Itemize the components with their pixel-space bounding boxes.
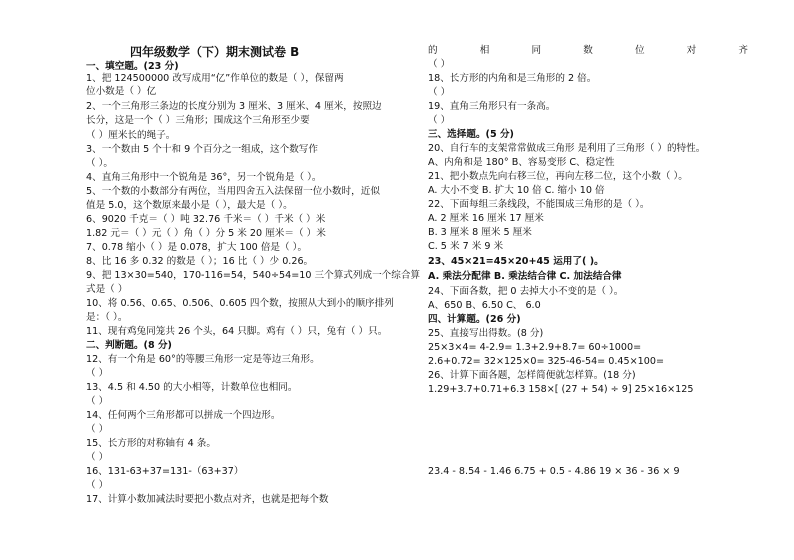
left-line: 一、填空题。(23 分) — [86, 61, 179, 72]
right-line: A. 大小不变 B. 扩大 10 倍 C. 缩小 10 倍 — [428, 185, 605, 196]
right-line: A. 2 厘米 16 厘米 17 厘米 — [428, 213, 544, 224]
left-line: 6、9020 千克＝（ ）吨 32.76 千米＝（ ）千米（ ）米 — [86, 214, 326, 225]
left-line: 12、有一个角是 60°的等腰三角形一定是等边三角形。 — [86, 354, 320, 365]
left-line: 16、131-63+37=131-（63+37） — [86, 466, 244, 477]
right-line: B. 3 厘米 8 厘米 5 厘米 — [428, 227, 532, 238]
right-line: 23.4 - 8.54 - 1.46 6.75 + 0.5 - 4.86 19 × 36 - 36 × 9 — [428, 466, 680, 477]
right-line: 1.29+3.7+0.71+6.3 158×[ (27 + 54) ÷ 9] 25×16×125 — [428, 384, 694, 395]
spread-char: 同 — [531, 45, 542, 56]
right-line: 23、45×21=45×20+45 运用了( )。 — [428, 256, 604, 267]
right-line: 20、自行车的支架常常做成三角形 是利用了三角形（ ）的特性。 — [428, 143, 706, 154]
left-line: 11、现有鸡兔同笼共 26 个头，64 只脚。鸡有（ ）只，兔有（ ）只。 — [86, 326, 388, 337]
spread-char: 对 — [686, 45, 697, 56]
left-line: 位小数是（ ）亿 — [86, 86, 157, 97]
left-line: 7、0.78 缩小（ ）是 0.078，扩大 100 倍是（ ）。 — [86, 242, 308, 253]
right-line: 24、下面各数，把 0 去掉大小不变的是（ ）。 — [428, 286, 624, 297]
left-line: （ ） — [86, 424, 109, 435]
left-line: 17、计算小数加减法时要把小数点对齐，也就是把每个数 — [86, 494, 329, 505]
right-line: 25、直接写出得数。(8 分) — [428, 328, 544, 339]
right-line: （ ） — [428, 87, 451, 98]
page-title: 四年级数学（下）期末测试卷 B — [130, 45, 300, 59]
left-line: 13、4.5 和 4.50 的大小相等，计数单位也相同。 — [86, 382, 298, 393]
right-line: A、内角和是 180° B、容易变形 C、稳定性 — [428, 157, 615, 168]
spread-char: 齐 — [738, 45, 748, 56]
left-line: 长分，这是一个（ ）三角形；围成这个三角形至少要 — [86, 115, 310, 126]
right-line: 2.6+0.72= 32×125×0= 325-46-54= 0.45×100= — [428, 356, 665, 367]
right-line: （ ） — [428, 59, 451, 70]
left-line: 14、任何两个三角形都可以拼成一个四边形。 — [86, 410, 281, 421]
left-line: 3、一个数由 5 个十和 9 个百分之一组成，这个数写作 — [86, 144, 318, 155]
right-line: 22、下面每组三条线段，不能围成三角形的是（ ）。 — [428, 199, 650, 210]
right-line: A、650 B、6.50 C、 6.0 — [428, 300, 541, 311]
right-line: 26、计算下面各题，怎样简便就怎样算。(18 分) — [428, 370, 636, 381]
left-line: 10、将 0.56、0.65、0.506、0.605 四个数，按照从大到小的顺序排列 — [86, 298, 394, 309]
spread-char: 数 — [583, 45, 593, 56]
spread-char: 位 — [634, 45, 645, 56]
right-line: 25×3×4= 4-2.9= 1.3+2.9+8.7= 60÷1000= — [428, 342, 642, 353]
left-line: 式是（ ） — [86, 284, 128, 295]
left-line: 15、长方形的对称轴有 4 条。 — [86, 438, 216, 449]
left-line: 9、把 13×30=540，170-116=54，540÷54=10 三个算式列成一个综合算 — [86, 270, 421, 281]
right-line: A. 乘法分配律 B. 乘法结合律 C. 加法结合律 — [428, 271, 622, 282]
left-line: （ ） — [86, 480, 109, 491]
left-line: 5、一个数的小数部分有两位，当用四舍五入法保留一位小数时，近似 — [86, 186, 380, 197]
right-line: 三、选择题。(5 分) — [428, 129, 514, 140]
right-line: 21、把小数点先向右移三位，再向左移二位，这个小数（ ）。 — [428, 171, 688, 182]
right-line: 18、长方形的内角和是三角形的 2 倍。 — [428, 73, 597, 84]
left-line: 2、一个三角形三条边的长度分别为 3 厘米、3 厘米、4 厘米，按照边 — [86, 101, 382, 112]
left-line: 1.82 元＝（ ）元（ ）角（ ）分 5 米 20 厘米＝（ ）米 — [86, 228, 326, 239]
left-line: （ ） — [86, 396, 109, 407]
left-line: 8、比 16 多 0.32 的数是（ ）；16 比（ ）少 0.26。 — [86, 256, 314, 267]
left-line: （ ） — [86, 452, 109, 463]
left-line: 是：（ ）。 — [86, 312, 128, 323]
right-line: C. 5 米 7 米 9 米 — [428, 241, 504, 252]
left-line: （ ） — [86, 368, 109, 379]
right-spread-line — [428, 45, 748, 57]
left-line: 4、直角三角形中一个锐角是 36°，另一个锐角是（ ）。 — [86, 172, 322, 183]
left-line: 值是 5.0，这个数原来最小是（ ），最大是（ ）。 — [86, 200, 293, 211]
left-line: 二、判断题。(8 分) — [86, 340, 172, 351]
spread-char: 相 — [479, 45, 490, 56]
left-line: （ ）厘米长的绳子。 — [86, 130, 176, 141]
right-line: 四、计算题。(26 分) — [428, 314, 521, 325]
right-line: 19、直角三角形只有一条高。 — [428, 101, 556, 112]
spread-char: 的 — [428, 45, 438, 56]
right-line: （ ） — [428, 115, 451, 126]
left-line: （ ）。 — [86, 158, 114, 169]
left-line: 1、把 124500000 改写成用“亿”作单位的数是（ ），保留两 — [86, 73, 344, 84]
